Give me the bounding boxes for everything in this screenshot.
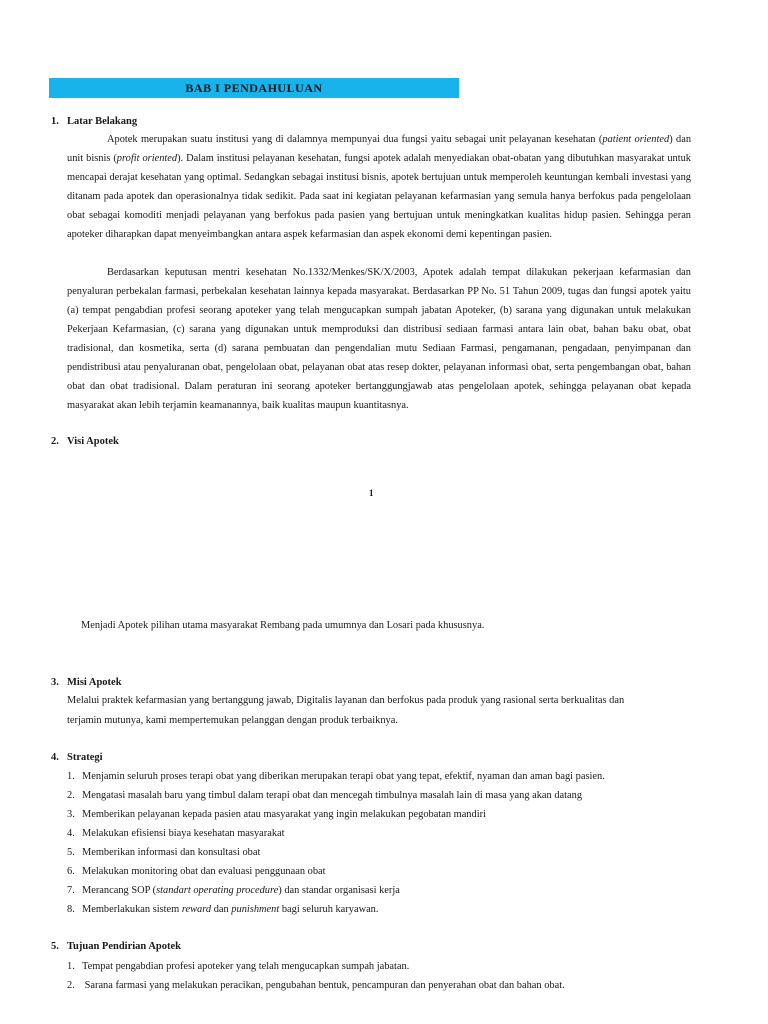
section-title: Visi Apotek <box>67 436 119 447</box>
list-item: 6. Melakukan monitoring obat dan evaluasi penggunaan obat <box>67 866 326 877</box>
section-number: 5. <box>51 941 59 952</box>
section-title: Strategi <box>67 752 103 763</box>
list-item: 1. Menjamin seluruh proses terapi obat yang diberikan merupakan terapi obat yang tepat, efektif, nyaman dan aman bagi pasien. <box>67 771 605 782</box>
section-heading-visi <box>51 436 119 447</box>
list-item: 2. Mengatasi masalah baru yang timbul dalam terapi obat dan mencegah timbulnya masalah lain di masa yang akan datang <box>67 790 583 801</box>
visi-text: Menjadi Apotek pilihan utama masyarakat Rembang pada umumnya dan Losari pada khususnya. <box>81 620 485 631</box>
paragraph-latar-belakang-1: Apotek merupakan suatu institusi yang di dalamnya mempunyai dua fungsi yaitu sebagai unit pelayanan kesehatan (patient oriented) dan unit bisnis (profit oriented). Dalam institusi pelayanan kesehatan, fungsi apotek adalah menyediakan obat-obatan yang dibutuhkan masyarakat untuk mencapai derajat kesehatan yang optimal. Sedangkan sebagai institusi bisnis, apotek bertujuan untuk memperoleh keuntungan kembali investasi yang ditanam pada apotek dan operasionalnya tidak sedikit. Pada saat ini kegiatan pelayanan kefarmasian yang semula hanya berfokus pada pengelolaan obat sebagai komoditi menjadi pelayanan yang berfokus pada pasien yang bertujuan untuk meningkatkan kualitas hidup pasien. Sehingga peran apoteker diharapkan dapat menyeimbangkan antara aspek kefarmasian dan aspek ekonomi demi kepentingan pasien. <box>67 134 692 240</box>
tujuan-list <box>67 957 565 995</box>
section-heading-misi <box>51 677 122 688</box>
list-item: 1. Tempat pengabdian profesi apoteker yang telah mengucapkan sumpah jabatan. <box>67 961 410 972</box>
list-item: 4. Melakukan efisiensi biaya kesehatan masyarakat <box>67 828 285 839</box>
list-item: 3. Memberikan pelayanan kepada pasien atau masyarakat yang ingin melakukan pegobatan mandiri <box>67 809 486 820</box>
section-number: 1. <box>51 116 59 127</box>
section-heading-tujuan <box>51 941 181 952</box>
list-item: 7. Merancang SOP (standart operating procedure) dan standar organisasi kerja <box>67 885 400 896</box>
chapter-title: BAB I PENDAHULUAN <box>185 80 323 95</box>
list-item: 8. Memberlakukan sistem reward dan punishment bagi seluruh karyawan. <box>67 904 379 915</box>
section-heading-latar-belakang <box>51 116 137 127</box>
section-number: 4. <box>51 752 59 763</box>
list-item: 2. Sarana farmasi yang melakukan peracikan, pengubahan bentuk, pencampuran dan penyerahan obat dan bahan obat. <box>67 980 565 991</box>
term-profit-oriented: profit oriented <box>116 153 178 164</box>
section-number: 2. <box>51 436 59 447</box>
section-title: Tujuan Pendirian Apotek <box>67 941 181 952</box>
page-number: 1 <box>369 488 374 498</box>
section-heading-strategi <box>51 752 103 763</box>
misi-text-line-2: terjamin mutunya, kami mempertemukan pelanggan dengan produk terbaiknya. <box>67 715 398 726</box>
list-item: 5. Memberikan informasi dan konsultasi obat <box>67 847 261 858</box>
section-title: Latar Belakang <box>67 116 138 127</box>
chapter-title-banner <box>49 78 459 98</box>
section-title: Misi Apotek <box>67 677 122 688</box>
section-number: 3. <box>51 677 59 688</box>
paragraph-latar-belakang-2: Berdasarkan keputusan mentri kesehatan No.1332/Menkes/SK/X/2003, Apotek adalah tempat dilakukan pekerjaan kefarmasian dan penyaluran perbekalan farmasi, perbekalan kesehatan lainnya kepada masyarakat. Berdasarkan PP No. 51 Tahun 2009, tugas dan fungsi apotek yaitu (a) tempat pengabdian profesi seorang apoteker yang telah mengucapkan sumpah jabatan Apoteker, (b) sarana yang digunakan untuk melakukan Pekerjaan Kefarmasian, (c) sarana yang digunakan untuk memproduksi dan distribusi sediaan farmasi antara lain obat, bahan baku obat, obat tradisional, dan kosmetika, serta (d) sarana pembuatan dan pengendalian mutu Sediaan Farmasi, pengamanan, pengadaan, penyimpanan dan pendistribusi atau penyaluranan obat, pengelolaan obat, pelayanan obat atas resep dokter, pelayanan informasi obat, serta pengembangan obat, bahan obat dan obat tradisional. Dalam peraturan ini seorang apoteker bertanggungjawab atas pengelolaan apotek, sehingga pelayanan obat kepada masyarakat akan lebih terjamin keamanannya, baik kualitas maupun kuantitasnya. <box>67 267 691 411</box>
term-patient-oriented: patient oriented <box>602 134 670 145</box>
strategi-list <box>67 767 605 919</box>
misi-text-line-1: Melalui praktek kefarmasian yang bertanggung jawab, Digitalis layanan dan berfokus pada produk yang rasional serta berkualitas dan <box>67 695 625 706</box>
